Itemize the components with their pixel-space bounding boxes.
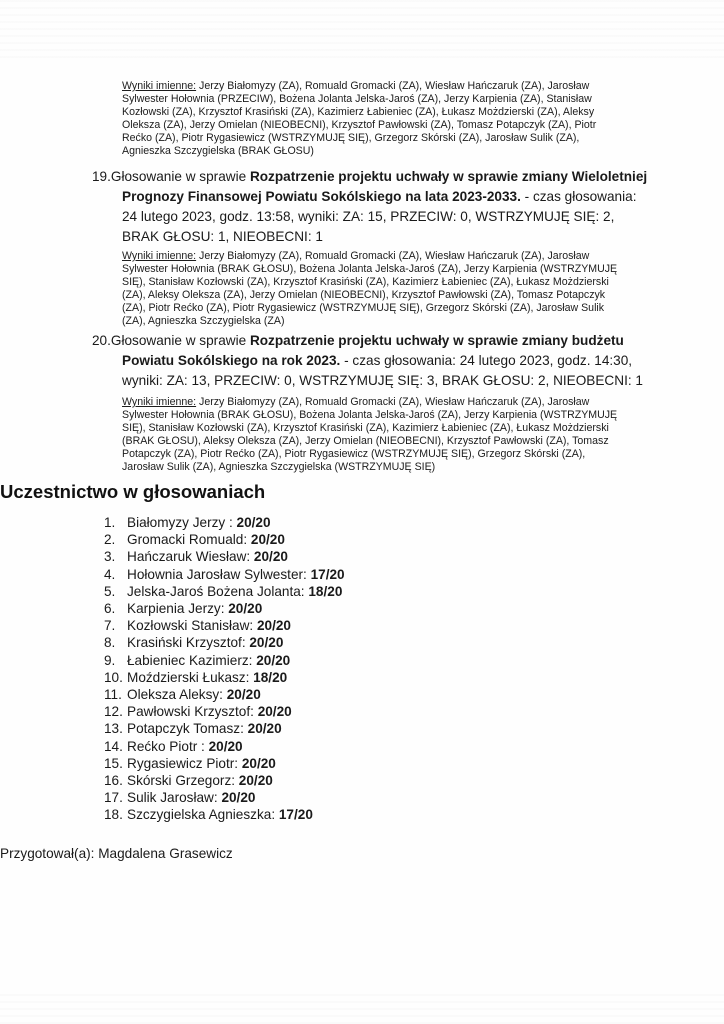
councillor-name: Białomyzy Jerzy : [127, 515, 237, 530]
participation-row [104, 720, 724, 737]
participation-row [104, 634, 724, 651]
vote-item-20 [92, 331, 650, 391]
participation-row [104, 755, 724, 772]
councillor-name: Krasiński Krzysztof: [127, 635, 250, 651]
roll-call-label: Wyniki imienne: [122, 80, 197, 92]
councillor-name: Sulik Jarosław: [127, 790, 222, 806]
row-number: 3. [104, 549, 116, 565]
vote-item-number: 19. [92, 169, 111, 184]
councillor-name: Łabieniec Kazimierz: [127, 652, 257, 668]
councillor-name: Kozłowski Stanisław: [127, 618, 257, 634]
participation-row [104, 772, 724, 789]
vote-item-19 [92, 167, 650, 247]
roll-call-text: Jerzy Białomyzy (ZA), Romuald Gromacki (ZA), Wiesław Hańczaruk (ZA), Jarosław Sylwester Hołownia (PRZECIW), Bożena Jolanta Jelska-Jaroś (ZA), Jerzy Karpienia (ZA), Stanisław Kozłowski (ZA), Krzysztof Krasiński (ZA), Kazimierz Łabieniec (ZA), Łukasz Możdzierski (ZA), Aleksy Oleksza (ZA), Jerzy Omielan (NIEOBECNI), Krzysztof Pawłowski (ZA), Tomasz Potapczyk (ZA), Piotr Rećko (ZA), Piotr Rygasiewicz (WSTRZYMUJĘ SIĘ), Grzegorz Skórski (ZA), Jarosław Sulik (ZA), Agnieszka Szczygielska (BRAK GŁOSU) [122, 80, 597, 157]
participation-row [104, 617, 724, 634]
vote-item-details: - czas głosowania: 24 lutego 2023, godz. 13:58, wyniki: ZA: 15, PRZECIW: 0, WSTRZYMUJĘ SIĘ: 2, BRAK GŁOSU: 1, NIEOBECNI: 1 [122, 189, 637, 244]
prepared-by-line: Przygotował(a): Magdalena Grasewicz [0, 845, 233, 861]
councillor-name: Karpienia Jerzy: [127, 601, 229, 617]
participation-row [104, 669, 724, 686]
row-number: 15. [104, 755, 123, 771]
participation-row [104, 738, 724, 755]
participation-score: 20/20 [236, 515, 271, 530]
vote-item-details: - czas głosowania: 24 lutego 2023, godz. 14:30, wyniki: ZA: 13, PRZECIW: 0, WSTRZYMUJĘ SIĘ: 3, BRAK GŁOSU: 2, NIEOBECNI: 1 [122, 353, 643, 388]
participation-row [104, 686, 724, 703]
councillor-name: Skórski Grzegorz: [127, 773, 239, 789]
row-number: 5. [104, 583, 116, 599]
row-number: 14. [104, 738, 123, 754]
section-heading-participation: Uczestnictwo w głosowaniach [0, 481, 266, 502]
councillor-name: Gromacki Romuald: [127, 532, 251, 548]
row-number: 9. [104, 652, 116, 668]
participation-row [104, 652, 724, 669]
councillor-name: Oleksza Aleksy: [127, 687, 227, 703]
row-number: 18. [104, 807, 123, 823]
councillor-name: Jelska-Jaroś Bożena Jolanta: [127, 583, 309, 599]
roll-call-text: Jerzy Białomyzy (ZA), Romuald Gromacki (ZA), Wiesław Hańczaruk (ZA), Jarosław Sylwester Hołownia (BRAK GŁOSU), Bożena Jolanta Jelska-Jaroś (ZA), Jerzy Karpienia (WSTRZYMUJĘ SIĘ), Stanisław Kozłowski (ZA), Krzysztof Krasiński (ZA), Kazimierz Łabieniec (ZA), Łukasz Możdzierski (BRAK GŁOSU), Aleksy Oleksza (ZA), Jerzy Omielan (NIEOBECNI), Krzysztof Pawłowski (ZA), Tomasz Potapczyk (ZA), Piotr Rećko (ZA), Piotr Rygasiewicz (WSTRZYMUJĘ SIĘ), Grzegorz Skórski (ZA), Jarosław Sulik (ZA), Agnieszka Szczygielska (WSTRZYMUJĘ SIĘ) [122, 396, 618, 473]
participation-score: 20/20 [221, 790, 256, 806]
participation-score: 20/20 [256, 652, 291, 668]
row-number: 1. [104, 515, 116, 530]
participation-score: 17/20 [310, 566, 345, 582]
scan-noise-bottom [0, 994, 724, 1024]
councillor-name: Potapczyk Tomasz: [127, 721, 248, 737]
councillor-name: Hołownia Jarosław Sylwester: [127, 566, 311, 582]
participation-score: 20/20 [241, 755, 276, 771]
participation-score: 20/20 [249, 635, 284, 651]
row-number: 6. [104, 601, 116, 617]
participation-score: 20/20 [208, 738, 243, 754]
participation-score: 20/20 [238, 773, 273, 789]
vote-item-lead: Głosowanie w sprawie [110, 169, 250, 184]
participation-row [104, 789, 724, 806]
councillor-name: Hańczaruk Wiesław: [127, 549, 254, 565]
councillor-name: Pawłowski Krzysztof: [127, 704, 258, 720]
participation-row [104, 548, 724, 565]
roll-call-label: Wyniki imienne: [122, 396, 197, 408]
row-number: 8. [104, 635, 116, 651]
row-number: 16. [104, 773, 123, 789]
participation-score: 18/20 [253, 669, 288, 685]
participation-score: 18/20 [308, 583, 343, 599]
row-number: 2. [104, 532, 116, 548]
roll-call-results-block-3 [122, 396, 628, 474]
participation-score: 20/20 [250, 532, 285, 548]
row-number: 11. [104, 687, 122, 703]
participation-score: 20/20 [226, 687, 261, 703]
participation-row [104, 806, 724, 823]
participation-score: 20/20 [253, 549, 288, 565]
vote-item-subject: Rozpatrzenie projektu uchwały w sprawie zmiany Wieloletniej Prognozy Finansowej Powiatu Sokólskiego na lata 2023-2033. [122, 169, 648, 204]
row-number: 12. [104, 704, 123, 720]
councillor-name: Rygasiewicz Piotr: [127, 755, 242, 771]
row-number: 10. [104, 669, 123, 685]
row-number: 4. [104, 566, 116, 582]
participation-score: 20/20 [256, 618, 291, 634]
councillor-name: Szczygielska Agnieszka: [127, 807, 279, 823]
roll-call-results-block-1 [122, 80, 628, 158]
participation-score: 20/20 [247, 721, 282, 737]
vote-item-subject: Rozpatrzenie projektu uchwały w sprawie zmiany budżetu Powiatu Sokólskiego na rok 2023. [122, 333, 624, 368]
row-number: 7. [104, 618, 116, 634]
vote-item-lead: Głosowanie w sprawie [110, 333, 250, 348]
participation-score: 17/20 [278, 807, 313, 823]
participation-row [104, 514, 724, 531]
roll-call-results-block-2 [122, 250, 628, 328]
row-number: 13. [104, 721, 123, 737]
participation-row [104, 600, 724, 617]
councillor-name: Rećko Piotr : [127, 738, 209, 754]
participation-score: 20/20 [257, 704, 292, 720]
participation-row [104, 583, 724, 600]
councillor-name: Moździerski Łukasz: [127, 669, 254, 685]
vote-item-number: 20. [92, 333, 111, 348]
participation-row [104, 566, 724, 583]
participation-score: 20/20 [228, 601, 263, 617]
roll-call-text: Jerzy Białomyzy (ZA), Romuald Gromacki (ZA), Wiesław Hańczaruk (ZA), Jarosław Sylwester Hołownia (BRAK GŁOSU), Bożena Jolanta Jelska-Jaroś (ZA), Jerzy Karpienia (WSTRZYMUJĘ SIĘ), Stanisław Kozłowski (ZA), Krzysztof Krasiński (ZA), Kazimierz Łabieniec (ZA), Łukasz Możdzierski (ZA), Aleksy Oleksza (ZA), Jerzy Omielan (NIEOBECNI), Krzysztof Pawłowski (ZA), Tomasz Potapczyk (ZA), Piotr Rećko (ZA), Piotr Rygasiewicz (WSTRZYMUJĘ SIĘ), Grzegorz Skórski (ZA), Jarosław Sulik (ZA), Agnieszka Szczygielska (ZA) [122, 250, 618, 327]
row-number: 17. [104, 790, 123, 806]
participation-list [104, 514, 724, 824]
roll-call-label: Wyniki imienne: [122, 250, 197, 262]
participation-row [104, 531, 724, 548]
participation-row [104, 703, 724, 720]
